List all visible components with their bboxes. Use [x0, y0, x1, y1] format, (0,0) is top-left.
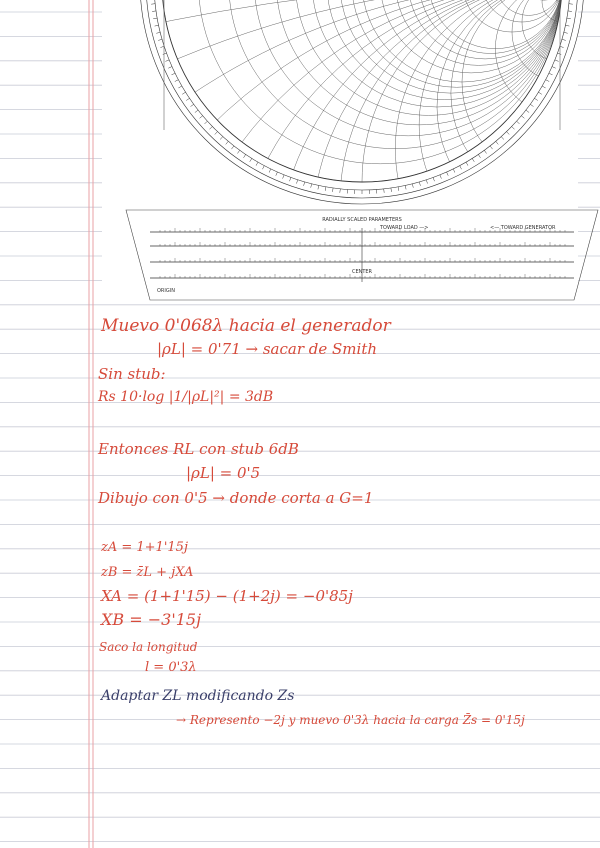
radial-scales-title: RADIALLY SCALED PARAMETERS [322, 217, 402, 223]
note-line-13: l = 0'3λ [145, 660, 197, 675]
origin-label: ORIGIN [157, 288, 175, 294]
note-line-10: XA = (1+1'15) − (1+2j) = −0'85j [101, 587, 353, 605]
note-line-11: XB = −3'15j [101, 610, 202, 629]
toward-generator-label: <— TOWARD GENERATOR [490, 225, 556, 231]
center-label: CENTER [351, 269, 373, 275]
note-line-7: Dibujo con 0'5 → donde corta a G=1 [98, 489, 374, 507]
note-line-9: zB = z̄L + jXA [101, 565, 194, 580]
note-line-5: Entonces RL con stub 6dB [98, 440, 299, 458]
toward-load-label: TOWARD LOAD —> [380, 225, 429, 231]
note-line-8: zA = 1+1'15j [101, 540, 188, 555]
note-line-6: |ρL| = 0'5 [186, 464, 261, 482]
note-line-12: Saco la longitud [99, 640, 198, 654]
note-line-3: Sin stub: [98, 365, 166, 383]
note-line-14: Adaptar ZL modificando Zs [101, 688, 295, 704]
note-line-15: → Represento −2j y muevo 0'3λ hacia la carga Z̄s = 0'15j [176, 713, 525, 727]
note-line-1: Muevo 0'068λ hacia el generador [101, 316, 391, 336]
note-line-2: |ρL| = 0'71 → sacar de Smith [157, 340, 378, 358]
note-line-4: Rs 10·log |1/|ρL|²| = 3dB [98, 389, 274, 405]
